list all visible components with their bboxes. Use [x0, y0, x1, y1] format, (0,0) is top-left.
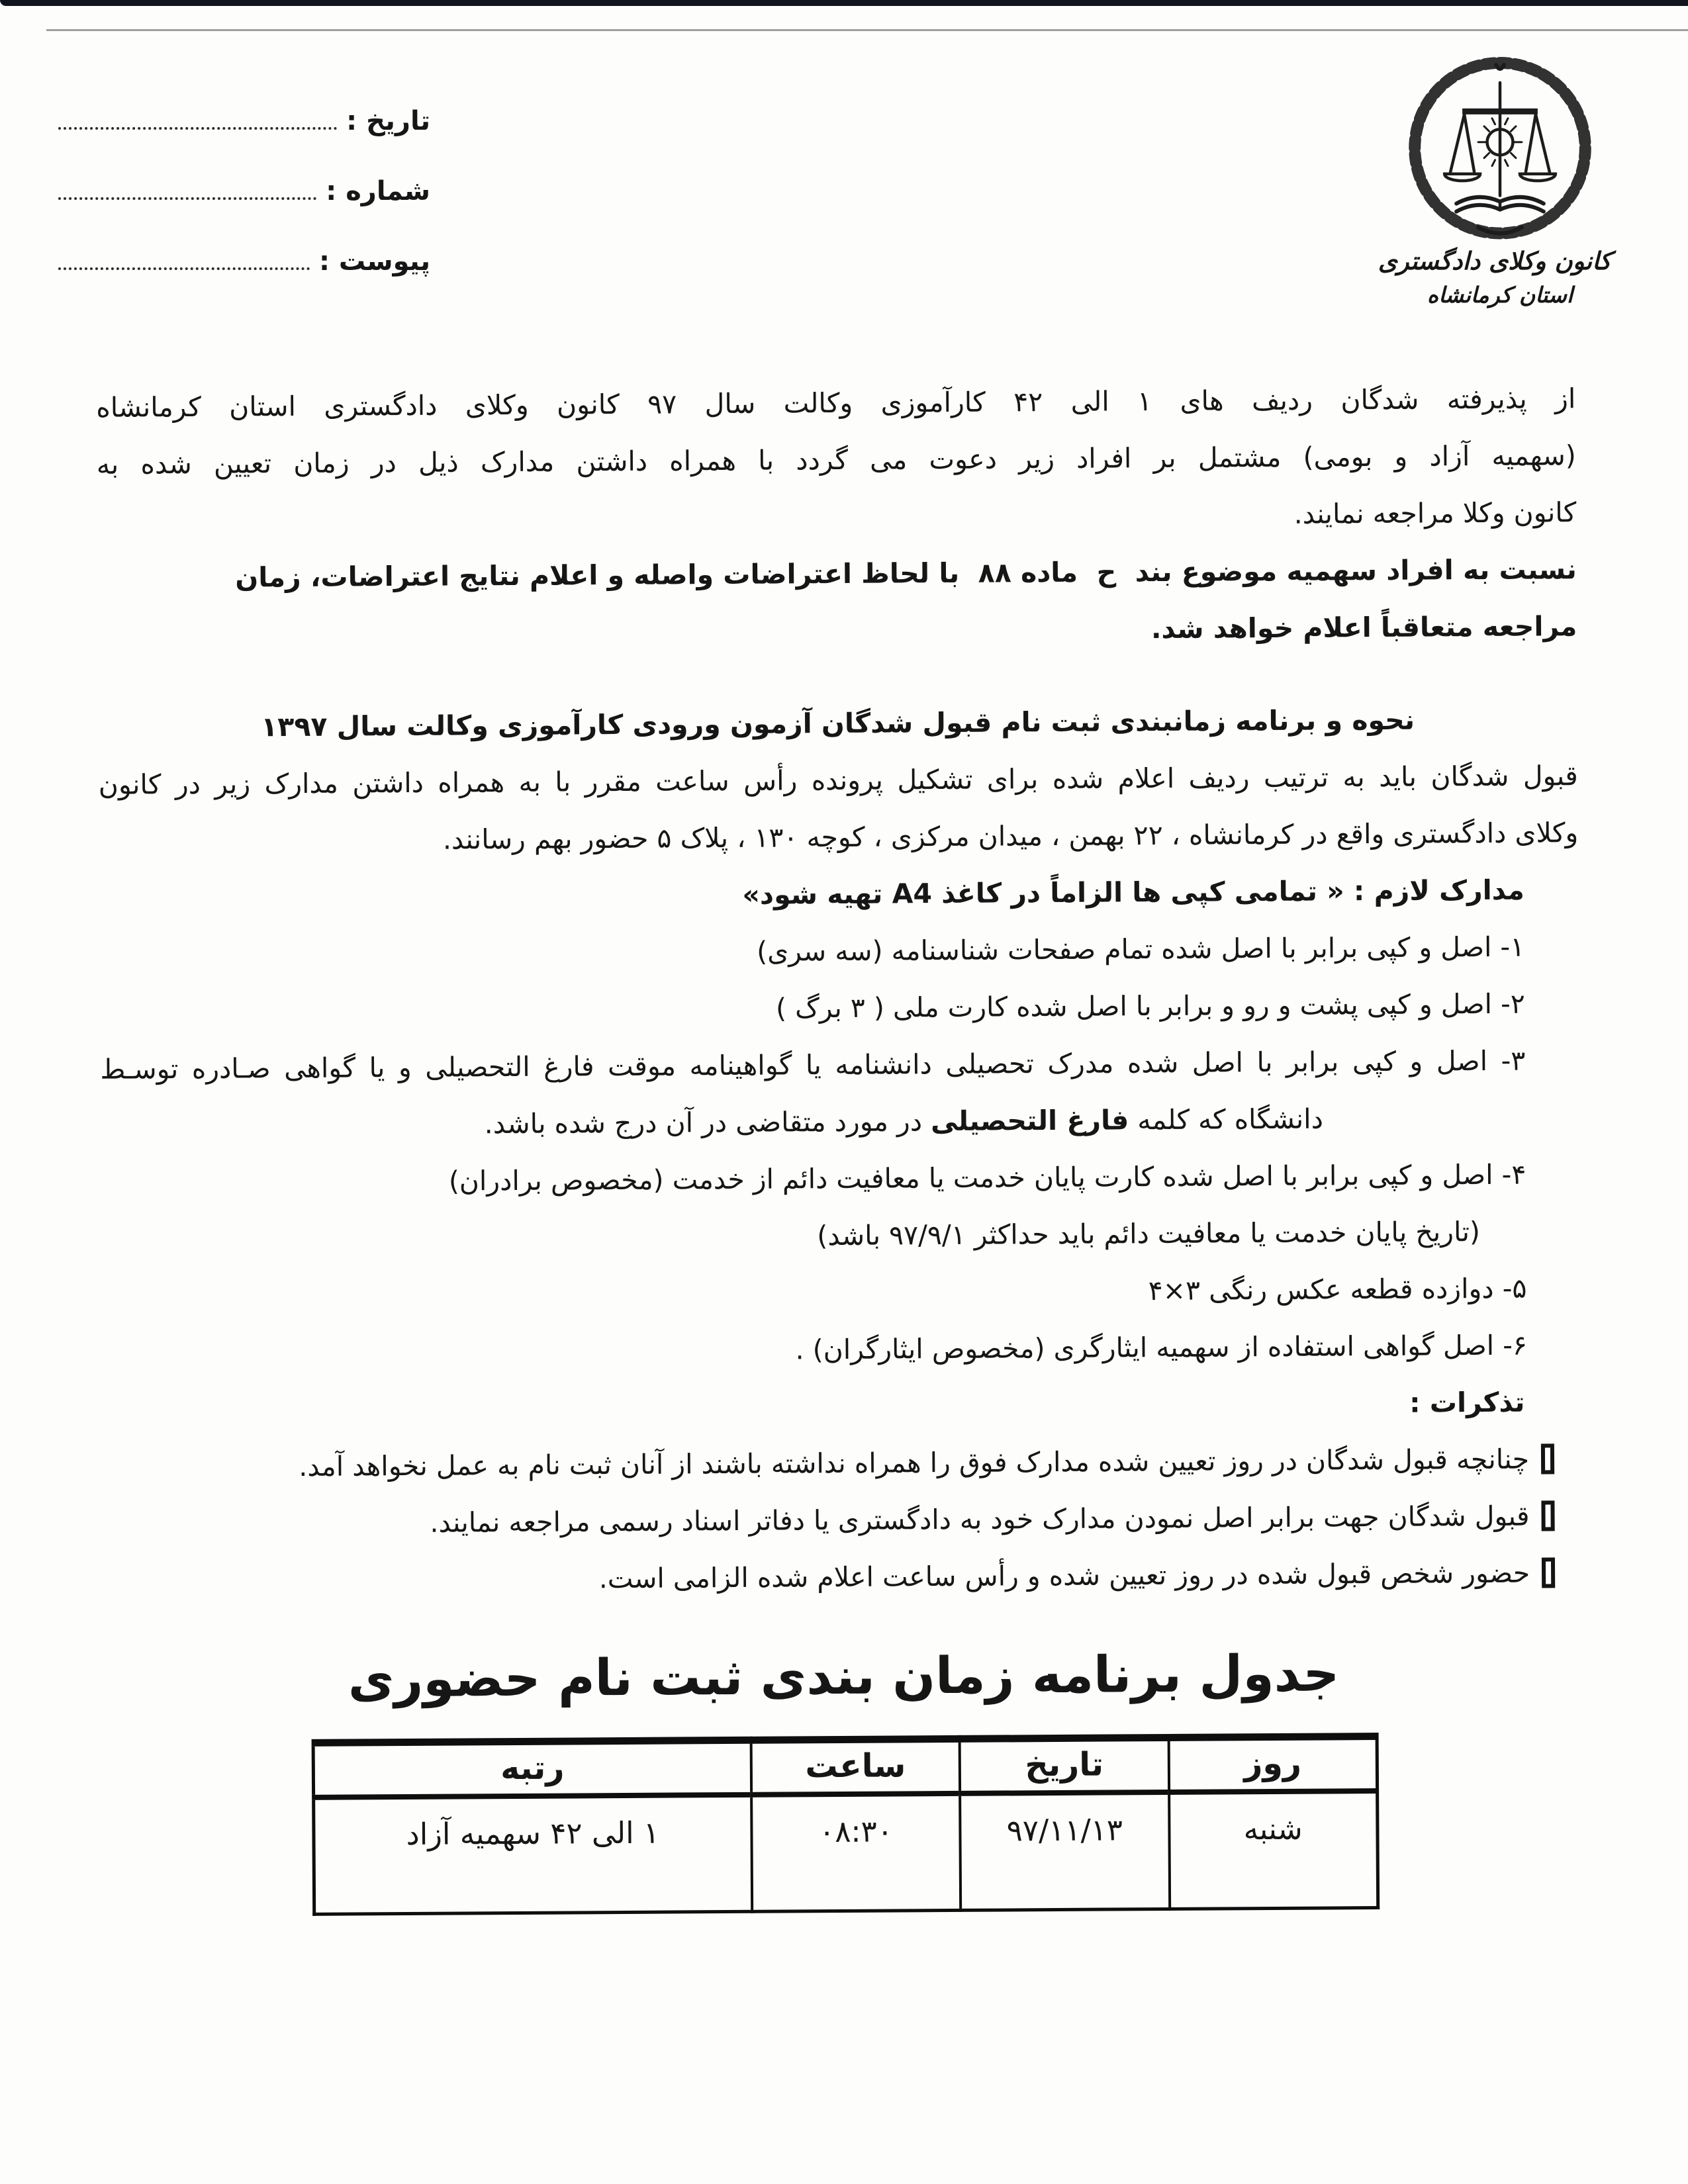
date-field-row	[58, 93, 430, 136]
column-header-date: تاریخ	[960, 1737, 1169, 1793]
column-header-rank: رتبه	[313, 1740, 751, 1797]
paragraph1-line1: از پذیرفته شدگان ردیف های ۱ الی ۴۲ کارآموزی وکالت سال ۹۷ کانون وکلای دادگستری استان کرمانشاه	[96, 383, 1576, 424]
cell-time: ۰۸:۳۰	[751, 1794, 961, 1911]
item3-continuation-post: در مورد متقاضی در آن درج شده باشد.	[484, 1105, 931, 1140]
scan-rule-artifact	[46, 29, 1688, 31]
column-header-time: ساعت	[751, 1739, 961, 1794]
documents-heading: مدارک لازم : « تمامی کپی ها الزاماً در کاغذ A4 تهیه شود»	[742, 874, 1524, 911]
column-header-day: روز	[1168, 1737, 1377, 1792]
logo-caption-line1: کانون وکلای دادگستری	[1378, 246, 1611, 275]
document-item-5: ۵- دوازده قطعه عکس رنگی ۳×۴	[1148, 1272, 1527, 1307]
note-item-1	[103, 1430, 1554, 1496]
note-text: قبول شدگان جهت برابر اصل نمودن مدارک خود به دادگستری یا دفاتر اسناد رسمی مراجعه نمایند.	[430, 1500, 1530, 1539]
note-item-3	[103, 1544, 1555, 1610]
registration-schedule-table	[312, 1733, 1380, 1915]
schedule-table-title: جدول برنامه زمان بندی ثبت نام حضوری	[348, 1643, 1340, 1709]
cell-rank: ۱ الی ۴۲ سهمیه آزاد	[314, 1795, 752, 1914]
paragraph2-line1: نسبت به افراد سهمیه موضوع بند ح ماده ۸۸ با لحاظ اعتراضات واصله و اعلام نتایج اعتراضات، زمان	[235, 553, 1577, 594]
document-item-4-line2: (تاریخ پایان خدمت یا معافیت دائم باید حداکثر ۹۷/۹/۱ باشد)	[817, 1216, 1481, 1252]
note-text: چنانچه قبول شدگان در روز تعیین شده مدارک فوق را همراه نداشته باشند از آنان ثبت نام به عمل نخواهد آمد.	[299, 1443, 1530, 1482]
note-text: حضور شخص قبول شده در روز تعیین شده و رأس ساعت اعلام شده الزامی است.	[598, 1557, 1530, 1595]
item3-continuation-pre: دانشگاه که کلمه	[1129, 1103, 1324, 1136]
item3-graduated-term: فارغ التحصیلی	[930, 1104, 1129, 1138]
document-item-3-line2	[101, 1091, 1323, 1155]
number-dotted-line	[58, 193, 316, 200]
letter-body	[96, 370, 1585, 1917]
logo-caption-line2: استان کرمانشاه	[1427, 282, 1573, 308]
document-item-2: ۲- اصل و کپی پشت و رو و برابر با اصل شده کارت ملی ( ۳ برگ )	[775, 987, 1525, 1024]
bar-association-emblem-icon	[1401, 57, 1599, 250]
number-label: شماره :	[326, 176, 430, 206]
schedule-header-row	[313, 1737, 1377, 1797]
note-item-2	[103, 1487, 1554, 1553]
paragraph1-line2: (سهمیه آزاد و بومی) مشتمل بر افراد زیر دعوت می گردد با همراه داشتن مدارک ذیل در زمان تعیین شده به	[96, 439, 1576, 480]
checkbox-icon	[1541, 1443, 1554, 1474]
cell-date: ۹۷/۱۱/۱۳	[960, 1792, 1169, 1910]
document-item-4-line1: ۴- اصل و کپی برابر با اصل شده کارت پایان خدمت یا معافیت دائم از خدمت (مخصوص برادران)	[448, 1158, 1526, 1197]
letterhead-logo	[1378, 57, 1611, 308]
date-dotted-line	[58, 123, 337, 130]
document-item-1: ۱- اصل و کپی برابر با اصل شده تمام صفحات شناسنامه (سه سری)	[756, 931, 1525, 968]
document-item-3-line1: ۳- اصل و کپی برابر با اصل شده مدرک تحصیلی دانشنامه یا گواهینامه موقت فارغ التحصیلی و یا گواهی صـادره توسـط	[100, 1044, 1526, 1085]
paragraph2-line2: مراجعه متعاقباً اعلام خواهد شد.	[1150, 610, 1577, 645]
attachment-label: پیوست :	[318, 246, 430, 277]
cell-day: شنبه	[1169, 1791, 1378, 1909]
date-label: تاریخ :	[346, 106, 430, 136]
paragraph3-line1: قبول شدگان باید به ترتیب ردیف اعلام شده برای تشکیل پرونده رأس ساعت مقرر با به همراه داشتن مدارک زیر در کانون	[98, 760, 1578, 801]
attachment-dotted-line	[58, 263, 310, 270]
paragraph1-line3: کانون وکلا مراجعه نمایند.	[1293, 496, 1577, 530]
number-field-row	[58, 163, 430, 206]
scan-edge-artifact	[0, 0, 1688, 6]
attachment-field-row	[58, 233, 430, 277]
section-heading: نحوه و برنامه زمانبندی ثبت نام قبول شدگان آزمون ورودی کارآموزی وکالت سال ۱۳۹۷	[261, 704, 1415, 743]
checkbox-icon	[1541, 1500, 1554, 1531]
document-item-6: ۶- اصل گواهی استفاده از سهمیه ایثارگری (مخصوص ایثارگران) .	[795, 1329, 1528, 1366]
letterhead-fields	[58, 93, 430, 303]
paragraph3-line2: وکلای دادگستری واقع در کرمانشاه ، ۲۲ بهمن ، میدان مرکزی ، کوچه ۱۳۰ ، پلاک ۵ حضور بهم رسانند.	[442, 817, 1579, 856]
checkbox-icon	[1542, 1557, 1555, 1588]
schedule-data-row	[314, 1791, 1378, 1914]
notes-heading: تذکرات :	[1409, 1386, 1525, 1419]
